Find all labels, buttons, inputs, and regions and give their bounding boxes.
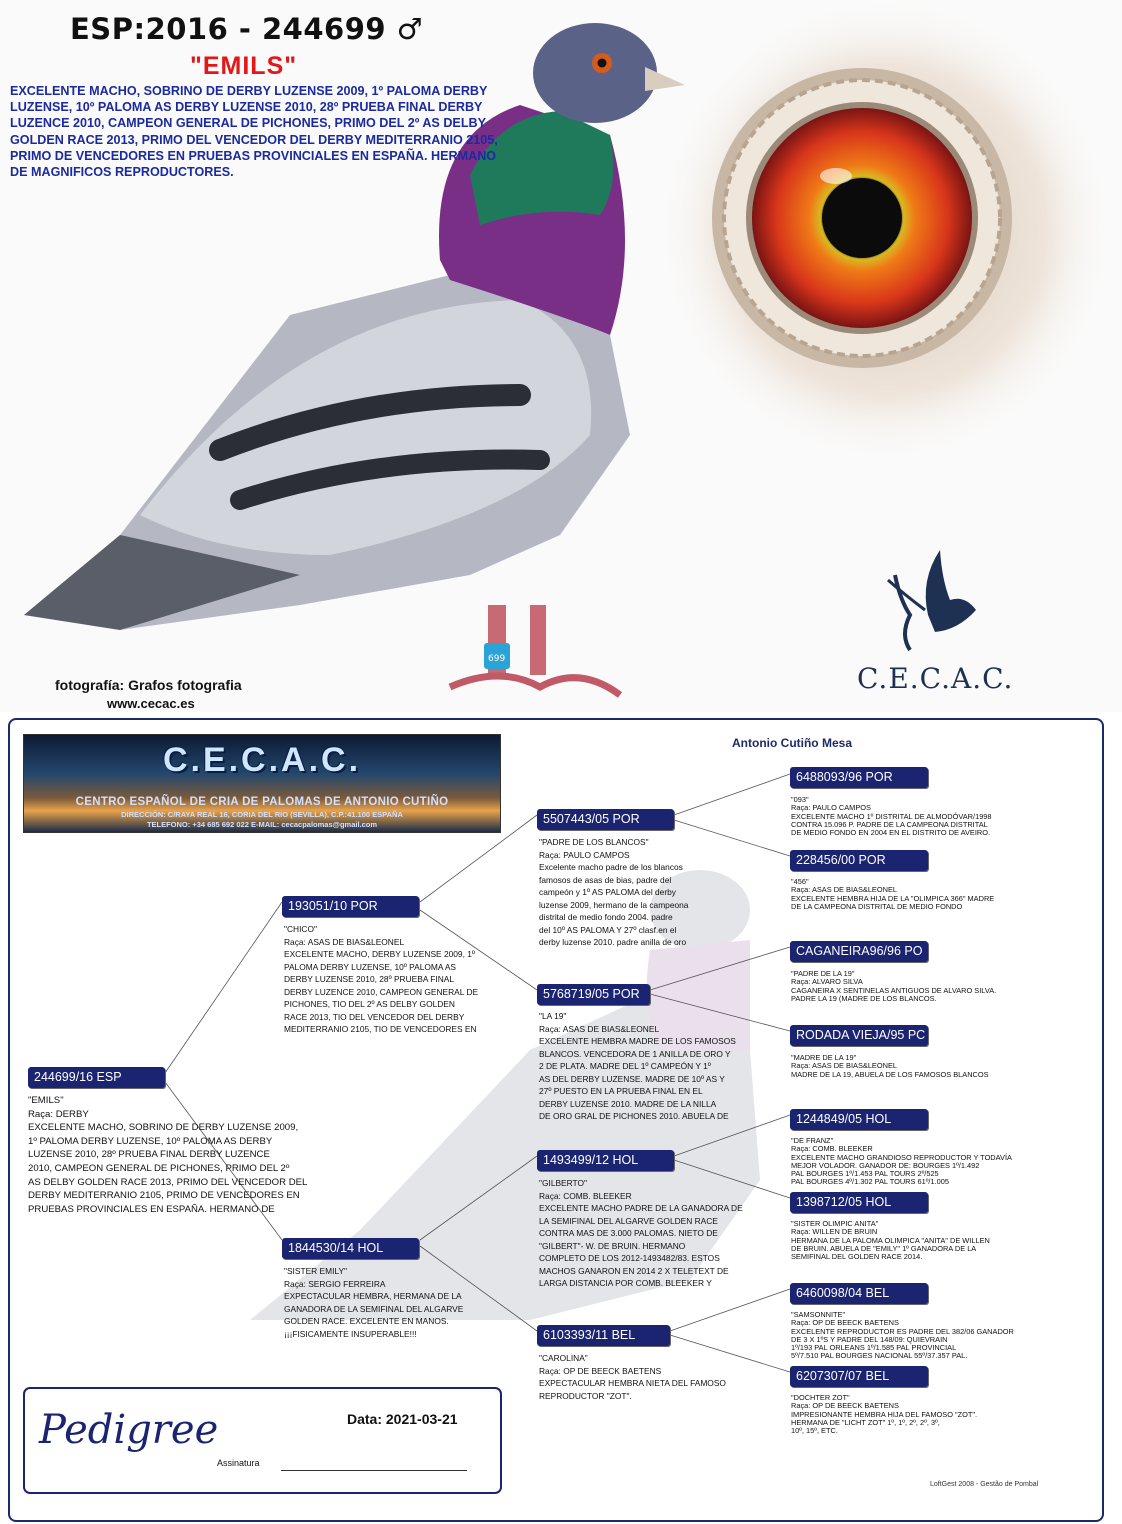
- g2-line: EXCELENTE HEMBRA HIJA DE LA "OLIMPICA 366" MADRE: [791, 893, 995, 903]
- ring-number: ESP:2016 - 244699 ♂: [70, 12, 424, 46]
- sire-line: PALOMA DERBY LUZENSE, 10º PALOMA AS: [284, 961, 457, 972]
- sire-dam-info: [539, 1010, 764, 1123]
- subject-line: EXCELENTE MACHO, SOBRINO DE DERBY LUZENSE 2009,: [28, 1122, 299, 1134]
- dove-logo-icon: [880, 540, 990, 655]
- dam-sire-line: LA SEMIFINAL DEL ALGARVE GOLDEN RACE: [539, 1215, 718, 1226]
- dam-sire-line: LARGA DISTANCIA POR COMB. BLEEKER Y: [539, 1278, 712, 1288]
- dam-dam-line: "CAROLINA": [539, 1353, 588, 1363]
- sire-line: DERBY LUZENSE 2010, 28º PRUEBA FINAL: [284, 974, 455, 984]
- dam-sire-line: COMPLETO DE LOS 2012-1493482/83. ESTOS: [539, 1253, 720, 1263]
- dam-info: [284, 1265, 509, 1340]
- sire-sire-line: del 10º AS PALOMA Y 27º clasf.en el: [539, 924, 677, 935]
- g6-line: Raça: WILLEN DE BRUIN: [791, 1227, 878, 1237]
- g1-info: [791, 796, 1091, 837]
- g2-line: Raça: ASAS DE BIAS&LEONEL: [791, 885, 897, 895]
- g5-ring-box[interactable]: 1244849/05 HOL: [790, 1109, 928, 1130]
- g8-info: [791, 1394, 1091, 1435]
- g3-line: Raça: ALVARO SILVA: [791, 977, 863, 987]
- photo-credit: fotografía: Grafos fotografia: [55, 677, 242, 693]
- subject-line: 1º PALOMA DERBY LUZENSE, 10º PALOMA AS DERBY: [28, 1135, 273, 1147]
- g6-ring-box[interactable]: 1398712/05 HOL: [790, 1192, 928, 1213]
- g1-line: "093": [791, 795, 809, 804]
- sire-dam-line: DERBY LUZENSE 2010. MADRE DE LA NILLA: [539, 1098, 717, 1109]
- bird-photo-panel: [0, 0, 1122, 712]
- sire-line: DERBY LUZENCE 2010, CAMPEON GENERAL DE: [284, 986, 479, 997]
- banner-address: DIRECCIÓN: C/RAYA REAL 16, CORIA DEL RIO (SEVILLA), C.P.:41.100 ESPAÑA: [121, 810, 403, 819]
- g7-line: Raça: OP DE BEECK BAETENS: [791, 1318, 899, 1328]
- sire-sire-line: luzense 2009, hermano de la campeona: [539, 899, 689, 910]
- dam-sire-line: Raça: COMB. BLEEKER: [539, 1190, 632, 1201]
- sire-sire-line: campeón y 1º AS PALOMA del derby: [539, 887, 676, 897]
- g2-ring-box[interactable]: 228456/00 POR: [790, 850, 928, 871]
- g4-line: "MADRE DE LA 19": [791, 1053, 857, 1062]
- sire-dam-line: AS DEL DERBY LUZENSE. MADRE DE 10º AS Y: [539, 1073, 725, 1084]
- website-link[interactable]: www.cecac.es: [107, 696, 195, 711]
- banner-title: C.E.C.A.C.: [162, 741, 362, 779]
- dam-line: ¡¡¡FISICAMENTE INSUPERABLE!!!: [284, 1328, 417, 1339]
- dam-line: Raça: SERGIO FERREIRA: [284, 1278, 386, 1289]
- sire-sire-line: Raça: PAULO CAMPOS: [539, 849, 630, 860]
- subject-line: "EMILS": [28, 1095, 64, 1106]
- subject-line: 2010, CAMPEON GENERAL DE PICHONES, PRIMO DEL 2º: [28, 1162, 290, 1174]
- sire-sire-line: derby luzense 2010. padre anilla de oro: [539, 937, 687, 947]
- subject-line: PRUEBAS PROVINCIALES EN ESPAÑA. HERMANO DE: [28, 1203, 275, 1215]
- dam-dam-line: REPRODUCTOR "ZOT".: [539, 1390, 632, 1401]
- banner-subtitle: CENTRO ESPAÑOL DE CRIA DE PALOMAS DE ANTONIO CUTIÑO: [75, 796, 449, 808]
- g1-line: DE MEDIO FONDO EN 2004 EN EL DISTRITO DE AVEIRO.: [791, 828, 991, 838]
- g7-info: [791, 1311, 1091, 1361]
- pedigree-script-title: Pedigree: [39, 1407, 219, 1453]
- g6-line: SEMIFINAL DEL GOLDEN RACE 2014.: [791, 1252, 923, 1262]
- g3-line: "PADRE DE LA 19": [791, 969, 855, 978]
- subject-info: [28, 1094, 348, 1216]
- dam-dam-line: EXPECTACULAR HEMBRA NIETA DEL FAMOSO: [539, 1378, 726, 1388]
- g5-line: EXCELENTE MACHO GRANDIOSO REPRODUCTOR Y TODAVÍA: [791, 1152, 1012, 1162]
- g1-line: CONTRA 15.096 P. PADRE DE LA CAMPEONA DISTRITAL: [791, 819, 988, 829]
- g8-line: IMPRESIONANTE HEMBRA HIJA DEL FAMOSO "ZOT".: [791, 1409, 978, 1419]
- subject-line: AS DELBY GOLDEN RACE 2013, PRIMO DEL VENCEDOR DEL: [28, 1176, 308, 1188]
- sire-line: PICHONES, TIO DEL 2º AS DELBY GOLDEN: [284, 999, 455, 1009]
- g7-line: DE 3 X 1ºS Y PADRE DEL 148/09: QUIEVRAIN: [791, 1334, 948, 1344]
- g3-info: [791, 970, 1091, 1003]
- sire-dam-line: BLANCOS. VENCEDORA DE 1 ANILLA DE ORO Y: [539, 1048, 731, 1059]
- dam-sire-info: [539, 1177, 764, 1290]
- g4-info: [791, 1054, 1091, 1079]
- g8-line: Raça: OP DE BEECK BAETENS: [791, 1401, 899, 1411]
- dam-dam-line: Raça: OP DE BEECK BAETENS: [539, 1365, 662, 1376]
- dam-sire-line: MACHOS GANARON EN 2014 2 X TELETEXT DE: [539, 1265, 729, 1276]
- sire-dam-line: EXCELENTE HEMBRA MADRE DE LOS FAMOSOS: [539, 1036, 736, 1046]
- g3-ring-box[interactable]: CAGANEIRA96/96 PO: [790, 941, 928, 962]
- sire-dam-line: 2 DE PLATA. MADRE DEL 1º CAMPEÓN Y 1º: [539, 1061, 711, 1071]
- software-footer: LoftGest 2008 - Gestão de Pombal: [930, 1481, 1039, 1488]
- g7-line: EXCELENTE REPRODUCTOR ES PADRE DEL 382/06 GANADOR: [791, 1326, 1014, 1336]
- banner-phone: TELEFONO: +34 685 692 022 E-MAIL: cecacpalomas@gmail.com: [146, 820, 378, 829]
- g8-line: "DOCHTER ZOT": [791, 1393, 850, 1402]
- dam-sire-line: "GILBERTO": [539, 1178, 587, 1188]
- sire-line: "CHICO": [284, 924, 317, 934]
- g6-info: [791, 1220, 1091, 1261]
- sire-sire-line: Excelente macho padre de los blancos: [539, 862, 683, 872]
- signature-line[interactable]: [281, 1470, 467, 1471]
- g2-line: "456": [791, 877, 809, 886]
- g7-line: 5º/7.510 PAL BOURGES NACIONAL 55º/37.357 PAL.: [791, 1351, 968, 1361]
- g2-line: DE LA CAMPEONA DISTRITAL DE MEDIO FONDO: [791, 901, 963, 911]
- sire-line: MEDITERRANIO 2105, TIO DE VENCEDORES EN: [284, 1024, 477, 1034]
- subject-line: DERBY MEDITERRANIO 2105, PRIMO DE VENCEDORES EN: [28, 1190, 300, 1202]
- sire-sire-ring-box[interactable]: 5507443/05 POR: [537, 809, 674, 830]
- sire-sire-info: [539, 836, 739, 949]
- pigeon-description: EXCELENTE MACHO, SOBRINO DE DERBY LUZENSE 2009, 1º PALOMA DERBY LUZENSE, 10º PALOMA AS DERBY LUZENSE 2010, 28º PRUEBA FINAL DERBY LUZENCE 2010, CAMPEON GENERAL DE PICHONES, PRIMO DEL 2º AS DELBY GOLDEN RACE 2013, PRIMO DEL VENCEDOR DEL DERBY MEDITERRANIO 2105, PRIMO DE VENCEDORES EN PRUEBAS PROVINCIALES EN ESPAÑA. HERMANO DE MAGNIFICOS REPRODUCTORES.: [10, 84, 498, 180]
- pigeon-name: "EMILS": [190, 52, 298, 80]
- g8-line: HERMANA DE "LICHT ZOT" 1º, 1º, 2º, 2º, 3º,: [791, 1417, 940, 1427]
- subject-line: LUZENSE 2010, 28º PRUEBA FINAL DERBY LUZENCE: [28, 1149, 270, 1161]
- g7-line: 1º/193 PAL ORLEANS 1º/1.585 PAL PROVINCIAL: [791, 1343, 957, 1353]
- g5-line: "DE FRANZ": [791, 1136, 834, 1145]
- g8-ring-box[interactable]: 6207307/07 BEL: [790, 1366, 928, 1387]
- dam-sire-line: CONTRA MAS DE 3.000 PALOMAS. NIETO DE: [539, 1228, 718, 1238]
- sire-info: [284, 923, 509, 1036]
- signature-panel: [23, 1387, 502, 1494]
- g1-line: EXCELENTE MACHO 1º DISTRITAL DE ALMODÓVAR/1998: [791, 811, 992, 821]
- signature-label: Assinatura: [217, 1458, 260, 1468]
- g4-line: Raça: ASAS DE BIAS&LEONEL: [791, 1061, 897, 1071]
- dam-dam-ring-box[interactable]: 6103393/11 BEL: [537, 1325, 670, 1346]
- g5-line: Raça: COMB. BLEEKER: [791, 1144, 873, 1154]
- g5-info: [791, 1137, 1091, 1187]
- g6-line: HERMANA DE LA PALOMA OLIMPICA "ANITA" DE WILLEN: [791, 1235, 990, 1245]
- g4-line: MADRE DE LA 19, ABUELA DE LOS FAMOSOS BLANCOS: [791, 1069, 989, 1079]
- pedigree-sheet: [8, 718, 1104, 1522]
- dam-sire-ring-box[interactable]: 1493499/12 HOL: [537, 1150, 674, 1171]
- dam-dam-info: [539, 1352, 764, 1402]
- g7-ring-box[interactable]: 6460098/04 BEL: [790, 1283, 928, 1304]
- dam-sire-line: "GILBERT"- W. DE BRUIN. HERMANO: [539, 1240, 686, 1251]
- sire-dam-line: 27º PUESTO EN LA PRUEBA FINAL EN EL: [539, 1086, 703, 1096]
- subject-line: Raça: DERBY: [28, 1108, 89, 1120]
- g1-line: Raça: PAULO CAMPOS: [791, 803, 871, 813]
- sire-sire-line: distrital de medio fondo 2004. padre: [539, 912, 673, 922]
- sire-dam-line: DE ORO GRAL DE PICHONES 2010. ABUELA DE: [539, 1111, 729, 1121]
- sire-dam-line: Raça: ASAS DE BIAS&LEONEL: [539, 1023, 660, 1034]
- dam-ring-box[interactable]: 1844530/14 HOL: [282, 1238, 419, 1259]
- g8-line: 10º, 15º, ETC.: [791, 1426, 838, 1436]
- sire-dam-line: "LA 19": [539, 1011, 567, 1021]
- g4-ring-box[interactable]: RODADA VIEJA/95 PC: [790, 1025, 928, 1046]
- dam-line: EXPECTACULAR HEMBRA, HERMANA DE LA: [284, 1291, 462, 1301]
- g2-info: [791, 878, 1091, 911]
- dam-sire-line: EXCELENTE MACHO PADRE DE LA GANADORA DE: [539, 1203, 743, 1213]
- g3-line: CAGANEIRA X SENTINELAS ANTIGUOS DE ALVARO SILVA.: [791, 985, 997, 995]
- g6-line: "SISTER OLIMPIC ANITA": [791, 1219, 879, 1228]
- sire-sire-line: famosos de asas de bias, padre del: [539, 874, 672, 885]
- dam-line: GOLDEN RACE. EXCELENTE EN MANOS.: [284, 1316, 449, 1326]
- sire-line: Raça: ASAS DE BIAS&LEONEL: [284, 936, 405, 947]
- eye-closeup: [640, 0, 1100, 480]
- g5-line: PAL BOURGES 1º/1.453 PAL TOURS 2º/525: [791, 1169, 939, 1179]
- dam-line: "SISTER EMILY": [284, 1266, 348, 1276]
- subject-ring-box[interactable]: 244699/16 ESP: [28, 1067, 165, 1088]
- breeder-name: Antonio Cutiño Mesa: [732, 736, 852, 750]
- sire-line: RACE 2013, TIO DEL VENCEDOR DEL DERBY: [284, 1011, 465, 1022]
- dam-line: GANADORA DE LA SEMIFINAL DEL ALGARVE: [284, 1303, 464, 1314]
- g6-line: DE BRUIN. ABUELA DE "EMILY" 1º GANADORA DE LA: [791, 1243, 977, 1253]
- sire-ring-box[interactable]: 193051/10 POR: [282, 896, 419, 917]
- leg-ring-label: 699: [488, 654, 506, 664]
- pedigree-date: Data: 2021-03-21: [347, 1411, 458, 1427]
- g3-line: PADRE LA 19 (MADRE DE LOS BLANCOS.: [791, 993, 937, 1003]
- sire-sire-line: "PADRE DE LOS BLANCOS": [539, 837, 649, 847]
- cecac-logo-text: C.E.C.A.C.: [857, 662, 1014, 695]
- g1-ring-box[interactable]: 6488093/96 POR: [790, 767, 928, 788]
- g5-line: PAL BOURGES 4º/1.302 PAL TOURS 61º/1.005: [791, 1177, 949, 1187]
- g5-line: MEJOR VOLADOR. GANADOR DE: BOURGES 1º/1.492: [791, 1160, 980, 1170]
- g7-line: "SAMSONNITE": [791, 1310, 846, 1319]
- sire-dam-ring-box[interactable]: 5768719/05 POR: [537, 984, 650, 1005]
- sire-line: EXCELENTE MACHO, DERBY LUZENSE 2009, 1º: [284, 949, 475, 959]
